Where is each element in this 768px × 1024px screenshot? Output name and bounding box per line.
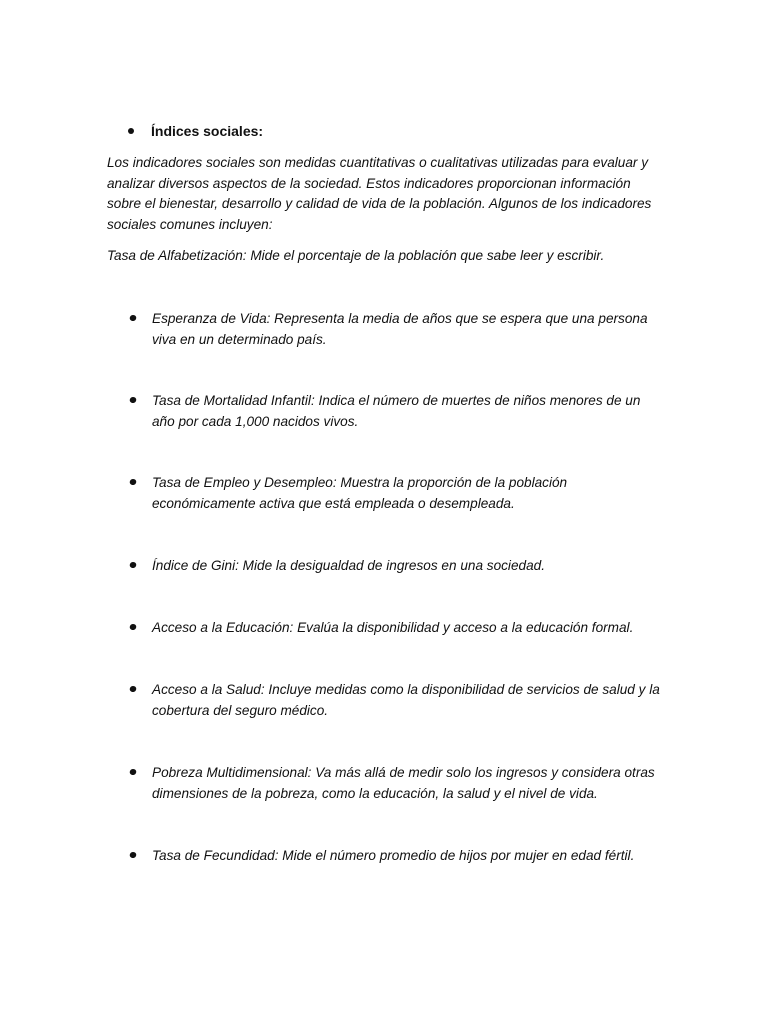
list-item-text: Tasa de Mortalidad Infantil: Indica el número de muertes de niños menores de un año por cada 1,000 nacidos vivos. xyxy=(152,393,641,429)
list-item xyxy=(130,680,660,721)
bullet-icon xyxy=(128,128,134,134)
list-item xyxy=(130,763,660,804)
list-item-text: Acceso a la Educación: Evalúa la disponibilidad y acceso a la educación formal. xyxy=(152,620,634,635)
list-item xyxy=(130,556,660,577)
bullet-icon xyxy=(129,314,137,322)
bullet-icon xyxy=(129,396,137,404)
bullet-icon xyxy=(129,561,137,569)
bullet-icon xyxy=(129,623,137,631)
list-item-text: Tasa de Fecundidad: Mide el número promedio de hijos por mujer en edad fértil. xyxy=(152,848,635,863)
bullet-icon xyxy=(129,478,137,486)
bullet-icon xyxy=(129,685,137,693)
list-item-text: Índice de Gini: Mide la desigualdad de ingresos en una sociedad. xyxy=(152,558,545,573)
section-heading-text: Índices sociales: xyxy=(151,123,264,139)
list-item xyxy=(130,846,660,867)
list-item-text: Acceso a la Salud: Incluye medidas como la disponibilidad de servicios de salud y la cobertura del seguro médico. xyxy=(152,682,660,718)
list-item-text: Esperanza de Vida: Representa la media de años que se espera que una persona viva en un determinado país. xyxy=(152,311,648,347)
section-heading xyxy=(128,123,263,139)
list-item-text: Pobreza Multidimensional: Va más allá de medir solo los ingresos y considera otras dimensiones de la pobreza, como la educación, la salud y el nivel de vida. xyxy=(152,765,655,801)
list-item xyxy=(130,618,660,639)
list-item xyxy=(130,391,660,432)
list-item-text: Tasa de Empleo y Desempleo: Muestra la proporción de la población económicamente activa que está empleada o desempleada. xyxy=(152,475,568,511)
intro-paragraph: Los indicadores sociales son medidas cuantitativas o cualitativas utilizadas para evaluar y analizar diversos aspectos de la sociedad. Estos indicadores proporcionan información sobre el bienestar, desarrollo y calidad de vida de la población. Algunos de los indicadores sociales comunes incluyen: xyxy=(107,155,652,232)
list-item xyxy=(130,473,660,514)
bullet-icon xyxy=(129,768,137,776)
first-indicator-line: Tasa de Alfabetización: Mide el porcentaje de la población que sabe leer y escribir. xyxy=(107,248,605,263)
bullet-icon xyxy=(129,851,137,859)
list-item xyxy=(130,309,660,350)
